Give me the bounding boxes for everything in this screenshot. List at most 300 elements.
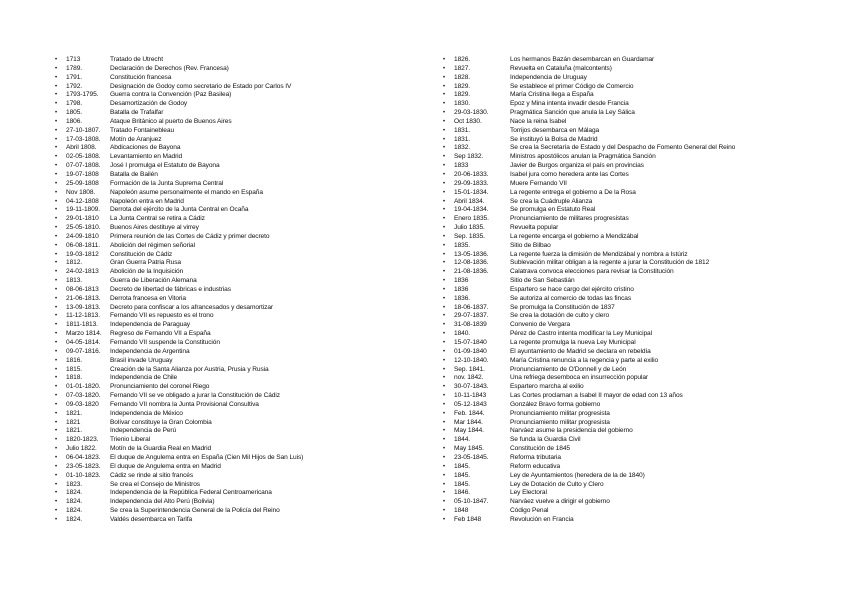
timeline-entry — [443, 454, 843, 463]
timeline-entry — [443, 136, 843, 145]
entry-event: Fernando VII suspende la Constitución — [110, 339, 220, 346]
entry-event: Independencia de México — [110, 409, 183, 417]
entry-date: 1831. — [454, 126, 471, 134]
bullet-marker: • — [55, 286, 58, 293]
bullet-marker: • — [55, 251, 58, 258]
entry-date: 1840. — [454, 330, 471, 338]
entry-event: Constitución de 1845 — [510, 445, 570, 453]
bullet-marker: • — [55, 269, 58, 276]
entry-date: 1815. — [66, 365, 83, 373]
entry-event: La regente promulga la nueva Ley Municipal — [510, 339, 636, 346]
entry-event: Se promulga en Estatuto Real — [510, 206, 596, 214]
entry-event: Designación de Godoy como secretario de Estado por Carlos IV — [110, 82, 292, 90]
timeline-entry — [55, 374, 435, 383]
timeline-entry — [55, 507, 435, 516]
timeline-entry — [55, 295, 435, 304]
timeline-entry — [443, 383, 843, 392]
timeline-entry — [443, 171, 843, 180]
entry-date: 31-08-1839 — [454, 321, 487, 329]
bullet-marker: • — [55, 57, 58, 63]
timeline-entry — [443, 189, 843, 198]
timeline-entry — [55, 357, 435, 366]
bullet-marker: • — [55, 384, 58, 391]
bullet-marker: • — [55, 348, 58, 355]
bullet-marker: • — [443, 74, 446, 81]
bullet-marker: • — [443, 384, 446, 391]
entry-event: El duque de Angulema entra en Madrid — [110, 462, 221, 470]
entry-date: Julio 1835. — [454, 224, 485, 232]
bullet-marker: • — [55, 198, 58, 205]
timeline-entry — [55, 454, 435, 463]
entry-event: Independencia de Argentina — [110, 347, 190, 355]
bullet-marker: • — [55, 331, 58, 338]
bullet-marker: • — [55, 366, 58, 373]
bullet-marker: • — [55, 410, 58, 417]
entry-event: Ministros apostólicos anulan la Pragmática Sanción — [510, 153, 656, 161]
entry-date: 15-01-1834. — [454, 188, 489, 196]
bullet-marker: • — [443, 251, 446, 258]
entry-date: 1836. — [454, 294, 471, 302]
entry-event: Se instituyó la Bolsa de Madrid — [510, 135, 598, 143]
bullet-marker: • — [443, 136, 446, 143]
entry-date: 1791. — [66, 73, 83, 81]
bullet-marker: • — [55, 233, 58, 240]
bullet-marker: • — [443, 499, 446, 506]
entry-date: 18-06-1837. — [454, 303, 489, 311]
entry-event: Sublevación militar obligan a la regente a jurar la Constitución de 1812 — [510, 259, 710, 267]
entry-date: 1846. — [454, 489, 471, 497]
entry-event: Pronunciamiento militar progresista — [510, 409, 610, 417]
entry-date: 1829. — [454, 82, 471, 90]
entry-event: Ley de Ayuntamientos (heredera de la de 1840) — [510, 471, 645, 479]
entry-date: 13-09-1813. — [66, 303, 101, 311]
entry-date: 06-08-1811. — [66, 241, 100, 249]
entry-event: Ataque Británico al puerto de Buenos Aires — [110, 117, 232, 125]
entry-event: Pérez de Castro intenta modificar la Ley Municipal — [510, 330, 652, 338]
bullet-marker: • — [443, 401, 446, 408]
entry-date: 01-01-1820. — [66, 383, 101, 391]
entry-event: Narváez vuelve a dirigir el gobierno — [510, 498, 610, 506]
entry-date: 02-05-1808. — [66, 153, 101, 161]
entry-date: 1829. — [454, 91, 471, 99]
bullet-marker: • — [443, 92, 446, 99]
bullet-marker: • — [55, 260, 58, 267]
entry-event: Brasil invade Uruguay — [110, 356, 173, 364]
entry-date: 1821. — [66, 427, 83, 435]
timeline-entry — [443, 321, 843, 330]
entry-date: Julio 1822. — [66, 445, 97, 453]
entry-date: 1845. — [454, 471, 471, 479]
entry-event: Se crea el Consejo de Ministros — [110, 480, 200, 488]
entry-event: Reform educativa — [510, 462, 561, 470]
entry-event: Isabel jura como heredera ante las Cortes — [510, 170, 629, 178]
timeline-entry — [443, 516, 843, 525]
entry-date: 24-09-1810 — [66, 232, 99, 240]
entry-event: La regente encarga el gobierno a Mendizábal — [510, 232, 639, 240]
timeline-entry — [443, 498, 843, 507]
bullet-marker: • — [443, 180, 446, 187]
entry-event: Desamortización de Godoy — [110, 100, 188, 108]
timeline-entry — [55, 224, 435, 233]
bullet-marker: • — [443, 198, 446, 205]
timeline-entry — [55, 463, 435, 472]
timeline-entry — [55, 74, 435, 83]
timeline-entry — [443, 472, 843, 481]
entry-event: Revuelta en Cataluña (malcontents) — [510, 64, 612, 72]
entry-event: Revolución en Francia — [510, 515, 574, 523]
entry-event: Epoz y Mina intenta invadir desde Francia — [510, 100, 629, 108]
entry-date: 07-03-1820. — [66, 392, 101, 400]
entry-date: 12-08-1836. — [454, 259, 489, 267]
timeline-entry — [443, 83, 843, 92]
entry-event: Buenos Aires destituye al virrey — [110, 224, 199, 232]
bullet-marker: • — [443, 295, 446, 302]
entry-date: 12-10-1840. — [454, 356, 489, 364]
entry-date: 1832. — [454, 144, 471, 152]
entry-event: Motín de Aranjuez — [110, 135, 162, 143]
timeline-entry — [55, 144, 435, 153]
entry-event: Fernando VII es repuesto es el trono — [110, 312, 214, 320]
timeline-entry — [443, 56, 843, 65]
bullet-marker: • — [443, 269, 446, 276]
bullet-marker: • — [55, 313, 58, 320]
timeline-entry — [443, 374, 843, 383]
timeline-entry — [443, 295, 843, 304]
entry-date: 23-05-1845. — [454, 453, 489, 461]
timeline-entry — [443, 357, 843, 366]
bullet-marker: • — [55, 207, 58, 214]
entry-date: 05-10-1847. — [454, 498, 489, 506]
timeline-entry — [55, 366, 435, 375]
entry-event: María Cristina renuncia a la regencia y parte al exilio — [510, 356, 659, 364]
entry-date: 01-09-1840 — [454, 347, 487, 355]
bullet-marker: • — [443, 340, 446, 346]
entry-event: González Bravo forma gobierno — [510, 400, 601, 408]
entry-event: Motín de la Guardia Real en Madrid — [110, 445, 212, 453]
bullet-marker: • — [55, 92, 58, 99]
entry-event: Independencia de Chile — [110, 374, 178, 382]
bullet-marker: • — [55, 180, 58, 187]
timeline-entry — [55, 286, 435, 295]
entry-date: 04-05-1814. — [66, 339, 101, 346]
entry-date: 11-12-1813. — [66, 312, 100, 320]
timeline-entry — [443, 251, 843, 260]
timeline-entry — [443, 74, 843, 83]
timeline-entry — [443, 224, 843, 233]
bullet-marker: • — [443, 118, 446, 125]
bullet-marker: • — [443, 454, 446, 461]
timeline-entry — [55, 109, 435, 118]
bullet-marker: • — [443, 154, 446, 161]
entry-date: 1793-1795. — [66, 91, 99, 99]
entry-event: Sitio de Bilbao — [510, 241, 551, 249]
bullet-marker: • — [443, 189, 446, 196]
timeline-entry — [443, 162, 843, 171]
timeline-entry — [55, 91, 435, 100]
entry-event: Decreto de libertad de fábricas e industrias — [110, 285, 231, 293]
bullet-marker: • — [443, 127, 446, 134]
entry-date: 1836 — [454, 277, 469, 285]
bullet-marker: • — [443, 322, 446, 329]
bullet-marker: • — [55, 516, 58, 523]
entry-event: Fernando VII se ve obligado a jurar la Constitución de Cádiz — [110, 392, 280, 400]
entry-date: 1792. — [66, 82, 83, 90]
timeline-entry — [55, 489, 435, 498]
entry-event: Napoleón asume personalmente el mando en España — [110, 188, 263, 196]
timeline-entry — [443, 330, 843, 339]
entry-event: Independencia de Uruguay — [510, 73, 587, 81]
entry-date: Oct 1830. — [454, 117, 482, 125]
bullet-marker: • — [55, 446, 58, 453]
entry-event: Se establece el primer Código de Comercio — [510, 82, 634, 90]
timeline-entry — [443, 410, 843, 419]
bullet-marker: • — [443, 357, 446, 364]
entry-date: 21-08-1836. — [454, 268, 489, 276]
entry-event: Narváez asume la presidencia del gobierno — [510, 427, 633, 435]
bullet-marker: • — [55, 490, 58, 497]
entry-date: 10-11-1843 — [454, 392, 487, 400]
timeline-entry — [443, 304, 843, 313]
entry-event: José I promulga el Estatuto de Bayona — [110, 162, 220, 170]
entry-date: Sep 1832. — [454, 153, 484, 161]
entry-date: 29-01-1810 — [66, 215, 99, 223]
timeline-entry — [55, 233, 435, 242]
entry-event: Gran Guerra Patria Rusa — [110, 259, 181, 267]
bullet-marker: • — [443, 286, 446, 293]
bullet-marker: • — [55, 145, 58, 152]
bullet-marker: • — [443, 145, 446, 152]
timeline-entry — [443, 392, 843, 401]
entry-event: Independencia de la República Federal Centroamericana — [110, 489, 272, 497]
bullet-marker: • — [55, 322, 58, 329]
bullet-marker: • — [55, 357, 58, 364]
entry-event: Espartero se hace cargo del ejército cristino — [510, 285, 634, 293]
entry-event: Independencia de Paraguay — [110, 321, 190, 329]
timeline-entry — [55, 118, 435, 127]
bullet-marker: • — [55, 101, 58, 108]
entry-date: 1820-1823. — [66, 436, 99, 444]
entry-event: El ayuntamiento de Madrid se declara en rebeldía — [510, 347, 651, 355]
timeline-entry — [443, 153, 843, 162]
bullet-marker: • — [443, 242, 446, 249]
entry-date: 25-09-1808 — [66, 179, 99, 187]
entry-date: Marzo 1814. — [66, 330, 102, 338]
entry-date: nov. 1842. — [454, 374, 484, 382]
entry-date: 1811-1813. — [66, 321, 98, 329]
timeline-entry — [55, 445, 435, 454]
entry-event: El duque de Angulema entra en España (Cien Mil Hijos de San Luis) — [110, 453, 304, 461]
timeline-entry — [55, 180, 435, 189]
timeline-entry — [443, 401, 843, 410]
entry-date: 15-07-1840 — [454, 339, 487, 346]
entry-date: Abril 1834. — [454, 197, 485, 205]
entry-date: 09-07-1816. — [66, 347, 101, 355]
timeline-entry — [55, 481, 435, 490]
entry-date: 1830. — [454, 100, 471, 108]
entry-event: Guerra contra la Convención (Paz Basilea) — [110, 91, 232, 99]
entry-event: Se crea la dotación de culto y clero — [510, 312, 610, 320]
timeline-entry — [443, 127, 843, 136]
entry-date: 1823. — [66, 480, 83, 488]
bullet-marker: • — [55, 189, 58, 196]
entry-event: Valdés desembarca en Tarifa — [110, 515, 193, 523]
bullet-marker: • — [55, 83, 58, 90]
timeline-entry — [55, 419, 435, 428]
timeline-entry — [443, 419, 843, 428]
entry-event: Regreso de Fernando VII a España — [110, 330, 211, 338]
entry-date: Nov 1808. — [66, 188, 96, 196]
bullet-marker: • — [55, 163, 58, 170]
entry-event: Levantamiento en Madrid — [110, 153, 183, 161]
timeline-entry — [443, 259, 843, 268]
timeline-entry — [55, 498, 435, 507]
entry-event: Declaración de Derechos (Rev. Francesa) — [110, 64, 229, 72]
bullet-marker: • — [443, 463, 446, 470]
entry-event: Convenio de Vergara — [510, 321, 571, 329]
bullet-marker: • — [55, 136, 58, 143]
timeline-entry — [443, 180, 843, 189]
timeline-entry — [443, 206, 843, 215]
bullet-marker: • — [443, 233, 446, 240]
bullet-marker: • — [55, 242, 58, 249]
entry-date: 1816. — [66, 356, 83, 364]
bullet-marker: • — [55, 74, 58, 81]
bullet-marker: • — [55, 499, 58, 506]
entry-date: 29-07-1837. — [454, 312, 489, 320]
entry-event: Fernando VII nombra la Junta Provisional Consultiva — [110, 400, 259, 408]
bullet-marker: • — [55, 295, 58, 302]
bullet-marker: • — [55, 304, 58, 311]
bullet-marker: • — [55, 340, 58, 346]
bullet-marker: • — [55, 225, 58, 232]
entry-event: Se funda la Guardia Civil — [510, 436, 581, 444]
bullet-marker: • — [55, 508, 58, 515]
bullet-marker: • — [443, 437, 446, 444]
bullet-marker: • — [443, 163, 446, 170]
entry-event: Derrota francesa en Vitoria — [110, 294, 186, 302]
entry-event: Batalla de Bailén — [110, 170, 158, 178]
entry-date: 29-03-1830. — [454, 109, 489, 117]
entry-date: 08-06-1813 — [66, 285, 99, 293]
timeline-entry — [443, 481, 843, 490]
timeline-entry — [443, 277, 843, 286]
timeline-entry — [55, 206, 435, 215]
entry-event: Cádiz se rinde al sitio francés — [110, 471, 194, 479]
entry-date: 1813. — [66, 277, 83, 285]
entry-date: 30-07-1843. — [454, 383, 489, 391]
bullet-marker: • — [443, 278, 446, 285]
entry-date: 1806. — [66, 117, 83, 125]
timeline-entry — [55, 330, 435, 339]
entry-date: 19-03-1812 — [66, 250, 99, 258]
entry-event: Los hermanos Bazán desembarcan en Guardamar — [510, 56, 655, 63]
bullet-marker: • — [443, 410, 446, 417]
entry-date: 05-12-1843 — [454, 400, 487, 408]
bullet-marker: • — [55, 216, 58, 223]
entry-date: 1845. — [454, 462, 471, 470]
entry-date: 23-05-1823. — [66, 462, 101, 470]
bullet-marker: • — [443, 83, 446, 90]
entry-event: Pronunciamiento de O'Donnell y de León — [510, 365, 627, 373]
entry-event: Constitución francesa — [110, 73, 172, 81]
entry-event: Napoleón entra en Madrid — [110, 197, 184, 205]
entry-event: Abolición de la Inquisición — [110, 268, 184, 276]
timeline-entry — [443, 312, 843, 321]
entry-date: Sep. 1841. — [454, 365, 485, 373]
bullet-marker: • — [443, 225, 446, 232]
timeline-entry — [55, 162, 435, 171]
bullet-marker: • — [443, 428, 446, 435]
bullet-marker: • — [55, 428, 58, 435]
entry-date: 1826. — [454, 56, 471, 63]
timeline-entry — [55, 277, 435, 286]
bullet-marker: • — [55, 393, 58, 400]
timeline-entry — [55, 401, 435, 410]
bullet-marker: • — [443, 331, 446, 338]
entry-event: Muere Fernando VII — [510, 179, 567, 187]
entry-date: Mar 1844. — [454, 418, 483, 426]
timeline-entry — [443, 489, 843, 498]
entry-date: 19-04-1834. — [454, 206, 489, 214]
bullet-marker: • — [55, 171, 58, 178]
entry-event: Nace la reina Isabel — [510, 117, 567, 125]
timeline-entry — [55, 136, 435, 145]
entry-date: 01-10-1823. — [66, 471, 101, 479]
entry-event: Formación de la Junta Suprema Central — [110, 179, 224, 187]
timeline-entry — [55, 472, 435, 481]
timeline-entry — [55, 259, 435, 268]
entry-event: Independencia del Alto Perú (Bolivia) — [110, 498, 215, 506]
timeline-entry — [443, 366, 843, 375]
entry-date: Feb 1848 — [454, 515, 482, 523]
bullet-marker: • — [443, 375, 446, 382]
bullet-marker: • — [443, 207, 446, 214]
entry-date: 1824. — [66, 507, 83, 515]
entry-date: 04-12-1808 — [66, 197, 99, 205]
entry-event: Abdicaciones de Bayona — [110, 144, 181, 152]
entry-date: 1835. — [454, 241, 471, 249]
entry-event: Creación de la Santa Alianza por Austria, Prusia y Rusia — [110, 365, 269, 373]
timeline-entry — [443, 445, 843, 454]
entry-date: 19-11-1809. — [66, 206, 100, 214]
timeline-entry — [55, 348, 435, 357]
timeline-entry — [443, 215, 843, 224]
entry-date: Abril 1808. — [66, 144, 97, 152]
timeline-entry — [55, 436, 435, 445]
entry-event: Pragmática Sanción que anula la Ley Sálica — [510, 109, 635, 117]
timeline-entry — [55, 321, 435, 330]
timeline-right-column — [443, 56, 843, 525]
entry-date: May 1845. — [454, 445, 484, 453]
entry-event: Una refriega desemboca en insurrección popular — [510, 374, 648, 382]
timeline-entry — [55, 268, 435, 277]
entry-event: Tratado de Utrecht — [110, 56, 163, 63]
timeline-entry — [55, 56, 435, 65]
entry-date: 07-07-1808. — [66, 162, 101, 170]
timeline-entry — [55, 410, 435, 419]
timeline-entry — [443, 109, 843, 118]
timeline-entry — [443, 427, 843, 436]
entry-event: Tratado Fontainebleau — [110, 126, 175, 134]
bullet-marker: • — [55, 127, 58, 134]
entry-date: 1818. — [66, 374, 83, 382]
bullet-marker: • — [443, 304, 446, 311]
timeline-entry — [443, 198, 843, 207]
bullet-marker: • — [55, 481, 58, 488]
entry-date: 1805. — [66, 109, 83, 117]
entry-date: 19-07-1808 — [66, 170, 99, 178]
entry-event: Guerra de Liberación Alemana — [110, 277, 197, 285]
